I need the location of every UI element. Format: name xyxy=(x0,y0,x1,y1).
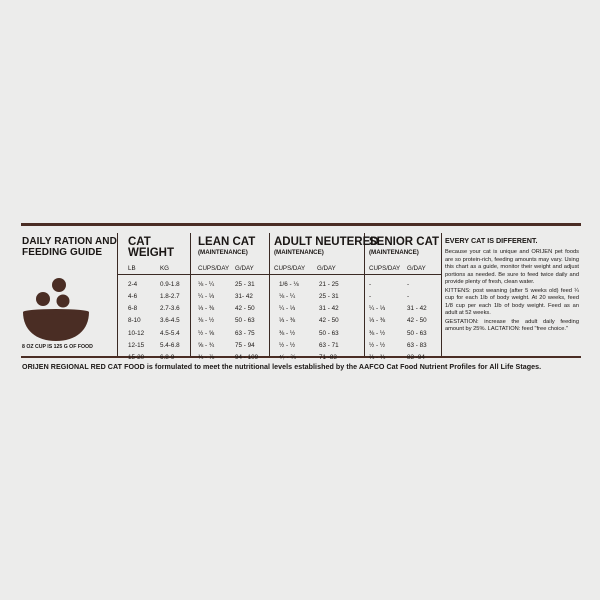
table-cell-lb: 4-6 xyxy=(128,293,138,301)
table-cell-adult-g: 50 - 63 xyxy=(319,329,339,337)
senior-g-subheading: G/DAY xyxy=(407,265,426,272)
column-divider xyxy=(364,233,365,356)
column-divider xyxy=(190,233,191,356)
table-cell-adult-cups: ¼ - ⅓ xyxy=(279,305,296,313)
table-cell-adult-g: 21 - 25 xyxy=(319,281,339,288)
side-paragraph-gestation: GESTATION: increase the adult daily feeding amount by 25%. LACTATION: feed "free choice." xyxy=(445,318,579,332)
feeding-guide-title: DAILY RATION AND FEEDING GUIDE xyxy=(22,236,117,258)
lean-cat-subtitle: (MAINTENANCE) xyxy=(198,249,248,256)
senior-cat-heading: SENIOR CAT xyxy=(369,236,440,248)
table-cell-senior-cups: ½ - ½ xyxy=(369,341,386,349)
table-cell-senior-cups: ¼ - ⅓ xyxy=(369,305,386,313)
table-cell-kg: 6.8-9 xyxy=(160,353,175,361)
table-cell-lean-g: 25 - 31 xyxy=(235,281,255,288)
table-cell-adult-g: 31 - 42 xyxy=(319,305,339,313)
table-cell-senior-g: 42 - 50 xyxy=(407,317,427,325)
senior-cat-subtitle: (MAINTENANCE) xyxy=(369,249,419,256)
table-cell-adult-g: 42 - 50 xyxy=(319,317,339,325)
table-cell-kg: 3.6-4.5 xyxy=(160,317,180,325)
table-cell-senior-g: 31 - 42 xyxy=(407,305,427,313)
adult-g-subheading: G/DAY xyxy=(317,265,336,272)
lean-cups-subheading: CUPS/DAY xyxy=(198,265,230,272)
table-cell-kg: 5.4-6.8 xyxy=(160,341,180,349)
table-cell-lean-cups: ⅛ - ¼ xyxy=(198,281,215,288)
table-cell-adult-g: 71 -83 xyxy=(319,353,337,361)
lb-subheading: LB xyxy=(128,265,136,272)
table-cell-lean-g: 31- 42 xyxy=(235,293,253,301)
table-cell-kg: 1.8-2.7 xyxy=(160,293,180,301)
table-cell-senior-cups: ⅓ - ⅜ xyxy=(369,317,386,325)
column-divider xyxy=(269,233,270,356)
column-divider xyxy=(441,233,442,356)
table-cell-lean-cups: ⅓ - ⅜ xyxy=(198,305,215,313)
side-paragraph-kittens: KITTENS: post weaning (after 5 weeks old) feed ¼ cup for each 1lb of body weight. At 20 weeks, feed 1/8 cup per each 1lb of body weight. Feed as an adult at 52 weeks. xyxy=(445,287,579,316)
table-cell-lean-g: 75 - 94 xyxy=(235,341,255,349)
bottom-divider xyxy=(21,356,581,358)
header-rule xyxy=(191,274,269,275)
table-cell-lean-cups: ½ - ⅝ xyxy=(198,329,215,337)
table-cell-senior-g: - xyxy=(407,281,410,288)
table-cell-senior-g: 63 - 83 xyxy=(407,341,427,349)
table-cell-adult-cups: ⅛ - ¼ xyxy=(279,293,296,301)
table-cell-lean-g: 42 - 50 xyxy=(235,305,255,313)
table-cell-lb: 10-12 xyxy=(128,329,145,337)
senior-cups-subheading: CUPS/DAY xyxy=(369,265,401,272)
side-notes xyxy=(445,249,579,335)
header-rule xyxy=(365,274,441,275)
table-cell-kg: 4.5-5.4 xyxy=(160,329,180,337)
table-cell-lb: 15-20 xyxy=(128,353,145,361)
lean-cat-heading: LEAN CAT xyxy=(198,236,256,248)
table-cell-lean-cups: ¾ - ⅞ xyxy=(198,353,215,361)
table-cell-lean-g: 50 - 63 xyxy=(235,317,255,325)
table-cell-senior-cups: ⅔ - ¾ xyxy=(369,353,386,361)
table-cell-lb: 8-10 xyxy=(128,317,141,325)
table-cell-senior-g: - xyxy=(407,293,410,301)
adult-neutered-heading: ADULT NEUTERED xyxy=(274,236,379,248)
adult-cups-subheading: CUPS/DAY xyxy=(274,265,306,272)
aafco-statement: ORIJEN REGIONAL RED CAT FOOD is formulated to meet the nutritional levels established by the AAFCO Cat Food Nutrient Profiles for All Life Stages. xyxy=(22,363,542,371)
table-cell-lean-cups: ⅜ - ½ xyxy=(198,317,215,325)
lean-g-subheading: G/DAY xyxy=(235,265,254,272)
table-cell-kg: 2.7-3.6 xyxy=(160,305,180,313)
table-cell-kg: 0.9-1.8 xyxy=(160,281,180,288)
table-cell-senior-cups: ⅜ - ½ xyxy=(369,329,386,337)
table-cell-adult-g: 25 - 31 xyxy=(319,293,339,301)
cup-caption: 8 OZ CUP IS 125 G OF FOOD xyxy=(22,344,93,350)
top-divider xyxy=(21,223,581,226)
table-cell-lb: 6-8 xyxy=(128,305,138,313)
header-rule xyxy=(118,274,190,275)
table-cell-senior-g: 83 -94 xyxy=(407,353,425,361)
table-cell-senior-g: 50 - 63 xyxy=(407,329,427,337)
side-heading: EVERY CAT IS DIFFERENT. xyxy=(445,236,538,245)
table-cell-adult-cups: ⅓ - ⅜ xyxy=(279,317,296,325)
table-cell-lean-cups: ¼ - ⅓ xyxy=(198,293,215,301)
food-bowl-icon xyxy=(21,276,91,342)
table-cell-adult-cups: 1/6 - ⅛ xyxy=(279,281,299,288)
table-cell-lean-g: 63 - 75 xyxy=(235,329,255,337)
table-cell-adult-cups: ⅜ - ½ xyxy=(279,329,296,337)
column-divider xyxy=(117,233,118,356)
table-cell-adult-g: 63 - 71 xyxy=(319,341,339,349)
kg-subheading: KG xyxy=(160,265,169,272)
cat-weight-heading: CAT WEIGHT xyxy=(128,236,174,259)
table-cell-lean-g: 94 - 109 xyxy=(235,353,259,361)
table-cell-senior-cups: - xyxy=(369,281,372,288)
header-rule xyxy=(270,274,364,275)
table-cell-lean-cups: ⅝ - ¾ xyxy=(198,341,215,349)
table-cell-lb: 2-4 xyxy=(128,281,138,288)
table-cell-lb: 12-15 xyxy=(128,341,145,349)
table-cell-adult-cups: ½ - ½ xyxy=(279,341,296,349)
table-cell-adult-cups: ⁴⁄₇ - ⅔ xyxy=(279,353,296,361)
table-cell-senior-cups: - xyxy=(369,293,372,301)
adult-neutered-subtitle: (MAINTENANCE) xyxy=(274,249,324,256)
side-paragraph-intro: Because your cat is unique and ORIJEN pet foods are so protein-rich, feeding amounts may vary. Using this chart as a guide, monitor their weight and adjust portions as needed. Be sure to feed twice daily and provide plenty of fresh, clean water. xyxy=(445,249,579,285)
